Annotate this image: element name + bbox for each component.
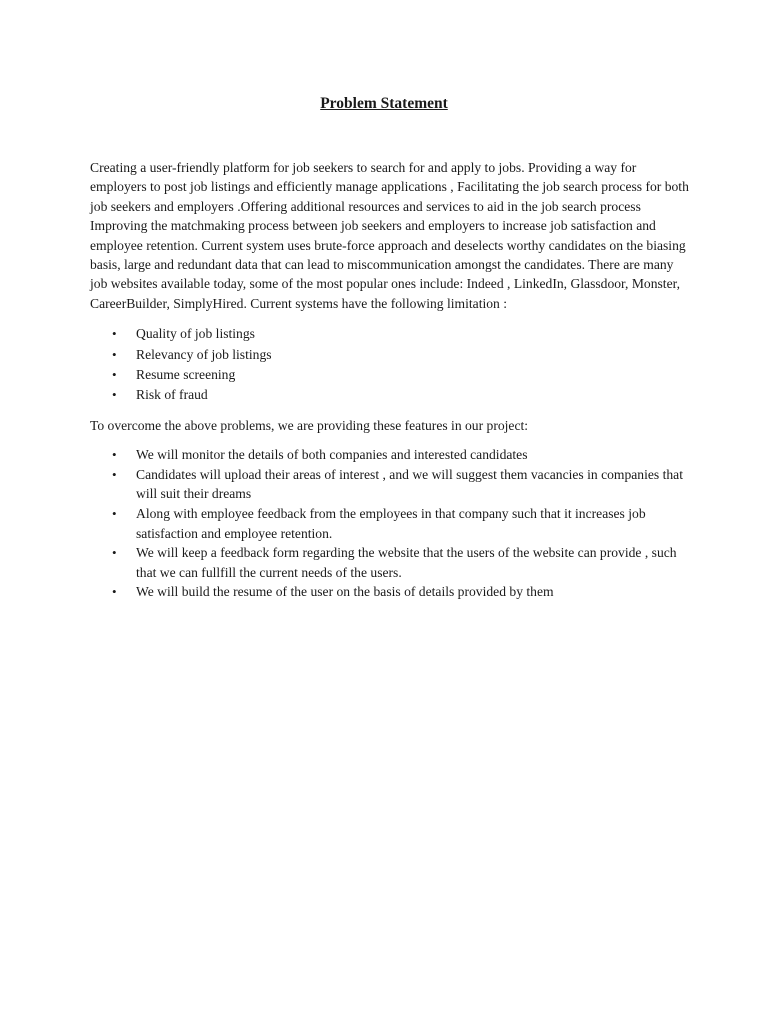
list-item [90,543,690,582]
list-item [90,385,690,405]
list-item [90,465,690,504]
list-item [90,504,690,543]
bullet-icon: • [112,326,117,342]
features-list [90,445,690,602]
limitation-text: Risk of fraud [136,387,208,403]
list-item [90,582,690,602]
limitation-text: Relevancy of job listings [136,346,272,362]
bullet-icon: • [112,387,117,403]
bullet-icon: • [112,506,117,522]
limitations-list [90,324,690,406]
bullet-icon: • [112,466,117,482]
feature-text: We will build the resume of the user on the basis of details provided by them [136,584,554,600]
intro-paragraph: Creating a user-friendly platform for job seekers to search for and apply to jobs. Providing a way for employers to post job listings and efficiently manage applications , Facilitating the job search process for both job seekers and employers .Offering additional resources and services to aid in the job search process Improving the matchmaking process between job seekers and employers to increase job satisfaction and employee retention. Current system uses brute-force approach and deselects worthy candidates on the biasing basis, large and redundant data that can lead to miscommunication amongst the candidates. There are many job websites available today, some of the most popular ones include: Indeed , LinkedIn, Glassdoor, Monster, CareerBuilder, SimplyHired. Current systems have the following limitation : [90,160,689,311]
list-item [90,365,690,385]
bullet-icon: • [112,367,117,383]
document-body [90,158,690,602]
feature-text: Candidates will upload their areas of interest , and we will suggest them vacancies in companies that will suit their dreams [136,466,683,502]
limitation-text: Resume screening [136,367,236,383]
list-item [90,324,690,344]
list-item [90,345,690,365]
feature-text: Along with employee feedback from the employees in that company such that it increases job satisfaction and employee retention. [136,506,646,541]
bullet-icon: • [112,545,117,561]
limitation-text: Quality of job listings [136,326,255,342]
feature-text: We will monitor the details of both companies and interested candidates [136,447,528,463]
bullet-icon: • [112,346,117,362]
page-title: Problem Statement [320,95,448,112]
list-item [90,445,690,465]
overcome-paragraph: To overcome the above problems, we are providing these features in our project: [90,417,529,433]
bullet-icon: • [112,447,117,463]
bullet-icon: • [112,584,117,600]
feature-text: We will keep a feedback form regarding the website that the users of the website can provide , such that we can fullfill the current needs of the users. [136,545,677,580]
